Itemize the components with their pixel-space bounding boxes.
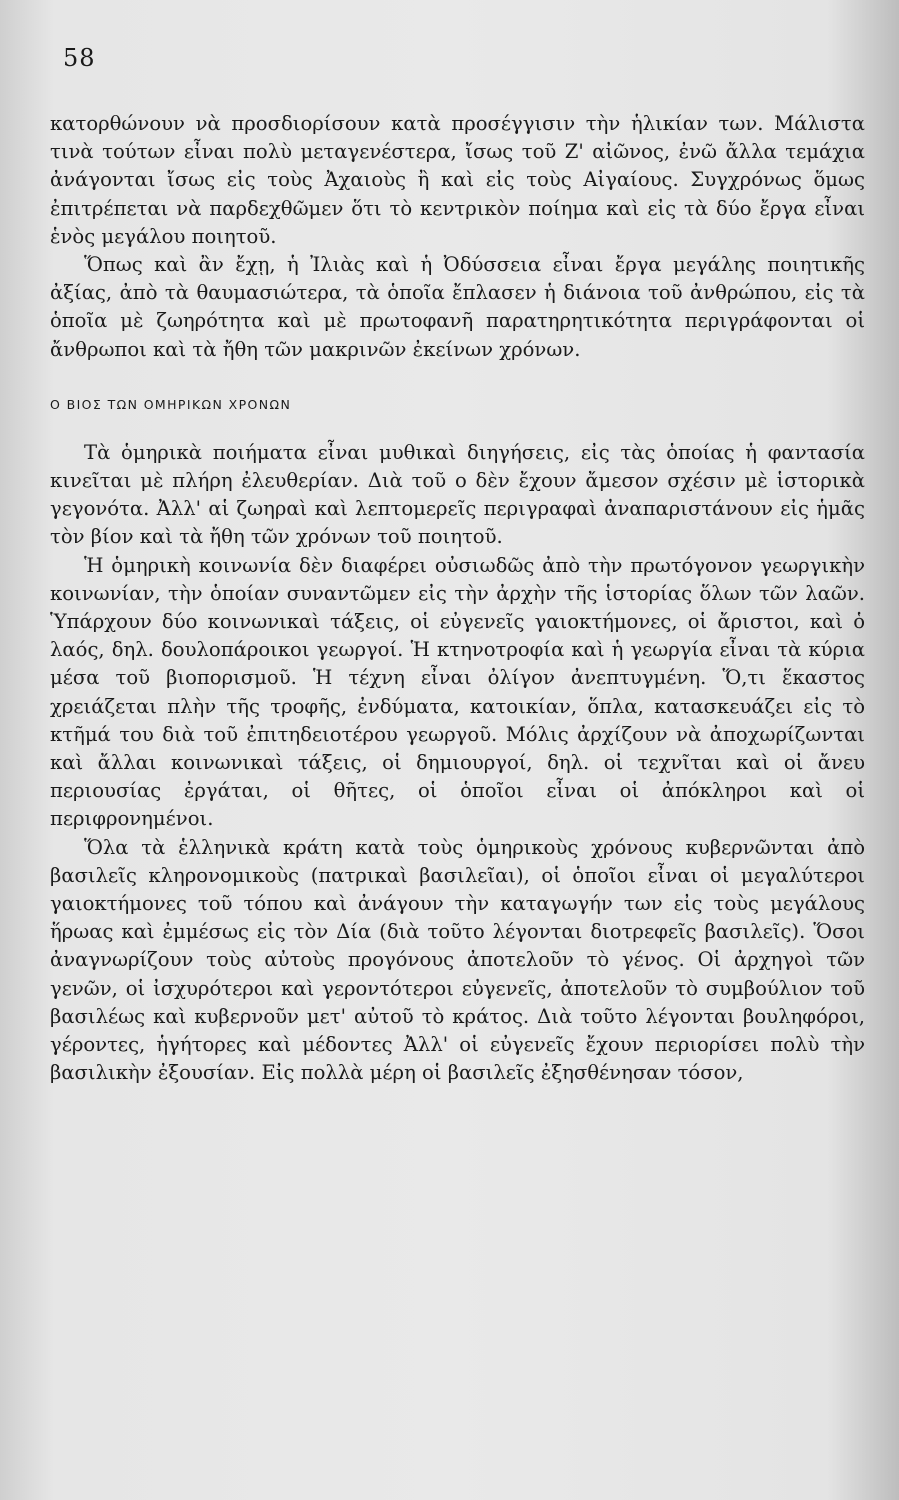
- paragraph-1: κατορθώνουν νὰ προσδιορίσουν κατὰ προσέγγισιν τὴν ἡλικίαν των. Μάλιστα τινὰ τούτων εἶναι πολὺ μεταγενέστερα, ἴσως τοῦ Ζ' αἰῶνος, ἐνῶ ἄλλα τεμάχια ἀνάγονται ἴσως εἰς τοὺς Ἀχαιοὺς ἢ καὶ εἰς τοὺς Αἰγαίους. Συγχρόνως ὅμως ἐπιτρέπεται νὰ παρδεχθῶμεν ὅτι τὸ κεντρικὸν ποίημα καὶ εἰς τὰ δύο ἔργα εἶναι ἑνὸς μεγάλου ποιητοῦ.: [50, 112, 865, 248]
- paragraph-3: Τὰ ὁμηρικὰ ποιήματα εἶναι μυθικαὶ διηγήσεις, εἰς τὰς ὁποίας ἡ φαντασία κινεῖται μὲ πλήρη ἐλευθερίαν. Διὰ τοῦ ο δὲν ἔχουν ἄμεσον σχέσιν μὲ ἱστορικὰ γεγονότα. Ἀλλ' αἱ ζωηραὶ καὶ λεπτομερεῖς περιγραφαὶ ἀναπαριστάνουν εἰς ἡμᾶς τὸν βίον καὶ τὰ ἤθη τῶν χρόνων τοῦ ποιητοῦ.: [50, 440, 865, 549]
- paragraph-5: Ὅλα τὰ ἑλληνικὰ κράτη κατὰ τοὺς ὁμηρικοὺς χρόνους κυβερνῶνται ἀπὸ βασιλεῖς κληρονομικοὺς (πατρικαὶ βασιλεῖαι), οἱ ὁποῖοι εἶναι οἱ μεγαλύτεροι γαιοκτήμονες τοῦ τόπου καὶ ἀνάγουν τὴν καταγωγήν των εἰς τοὺς μεγάλους ἥρωας καὶ ἐμμέσως εἰς τὸν Δία (διὰ τοῦτο λέγονται διοτρεφεῖς βασιλεῖς). Ὅσοι ἀναγνωρίζουν τοὺς αὐτοὺς προγόνους ἀποτελοῦν τὸ γένος. Οἱ ἀρχηγοὶ τῶν γενῶν, οἱ ἰσχυρότεροι καὶ γεροντότεροι εὐγενεῖς, ἀποτελοῦν τὸ συμβούλιον τοῦ βασιλέως καὶ κυβερνοῦν μετ' αὐτοῦ τὸ κράτος. Διὰ τοῦτο λέγονται βουληφόροι, γέροντες, ἡγήτορες καὶ μέδοντες Ἀλλ' οἱ εὐγενεῖς ἔχουν περιορίσει πολὺ τὴν βασιλικὴν ἐξουσίαν. Εἰς πολλὰ μέρη οἱ βασιλεῖς ἐξησθένησαν τόσον,: [50, 835, 865, 1085]
- paragraph-4: Ἡ ὁμηρικὴ κοινωνία δὲν διαφέρει οὐσιωδῶς ἀπὸ τὴν πρωτόγονον γεωργικὴν κοινωνίαν, τὴν ὁποίαν συναντῶμεν εἰς τὴν ἀρχὴν τῆς ἱστορίας ὅλων τῶν λαῶν. Ὑπάρχουν δύο κοινωνικαὶ τάξεις, οἱ εὐγενεῖς γαιοκτήμονες, οἱ ἄριστοι, καὶ ὁ λαός, δηλ. δουλοπάροικοι γεωργοί. Ἡ κτηνοτροφία καὶ ἡ γεωργία εἶναι τὰ κύρια μέσα τοῦ βιοπορισμοῦ. Ἡ τέχνη εἶναι ὀλίγον ἀνεπτυγμένη. Ὅ,τι ἕκαστος χρειάζεται πλὴν τῆς τροφῆς, ἐνδύματα, κατοικίαν, ὅπλα, κατασκευάζει εἰς τὸ κτῆμά του διὰ τοῦ ἐπιτηδειοτέρου γεωργοῦ. Μόλις ἀρχίζουν νὰ ἀποχωρίζωνται καὶ ἄλλαι κοινωνικαὶ τάξεις, οἱ δημιουργοί, δηλ. οἱ τεχνῖται καὶ οἱ ἄνευ περιουσίας ἐργάται, οἱ θῆτες, οἱ ὁποῖοι εἶναι οἱ ἀπόκληροι καὶ οἱ περιφρονημένοι.: [50, 553, 865, 831]
- page-number: 58: [63, 44, 96, 72]
- page-body: [50, 110, 865, 1088]
- paragraph-2: Ὅπως καὶ ἂν ἔχῃ, ἡ Ἰλιὰς καὶ ἡ Ὀδύσσεια εἶναι ἔργα μεγάλης ποιητικῆς ἀξίας, ἀπὸ τὰ θαυμασιώτερα, τὰ ὁποῖα ἔπλασεν ἡ διάνοια τοῦ ἀνθρώπου, εἰς τὰ ὁποῖα μὲ ζωηρότητα καὶ μὲ πρωτοφανῆ παρατηρητικότητα περιγράφονται οἱ ἄνθρωποι καὶ τὰ ἤθη τῶν μακρινῶν ἐκείνων χρόνων.: [50, 253, 865, 361]
- section-heading: Ο ΒΙΟΣ ΤΩΝ ΟΜΗΡΙΚΩΝ ΧΡΟΝΩΝ: [50, 396, 292, 412]
